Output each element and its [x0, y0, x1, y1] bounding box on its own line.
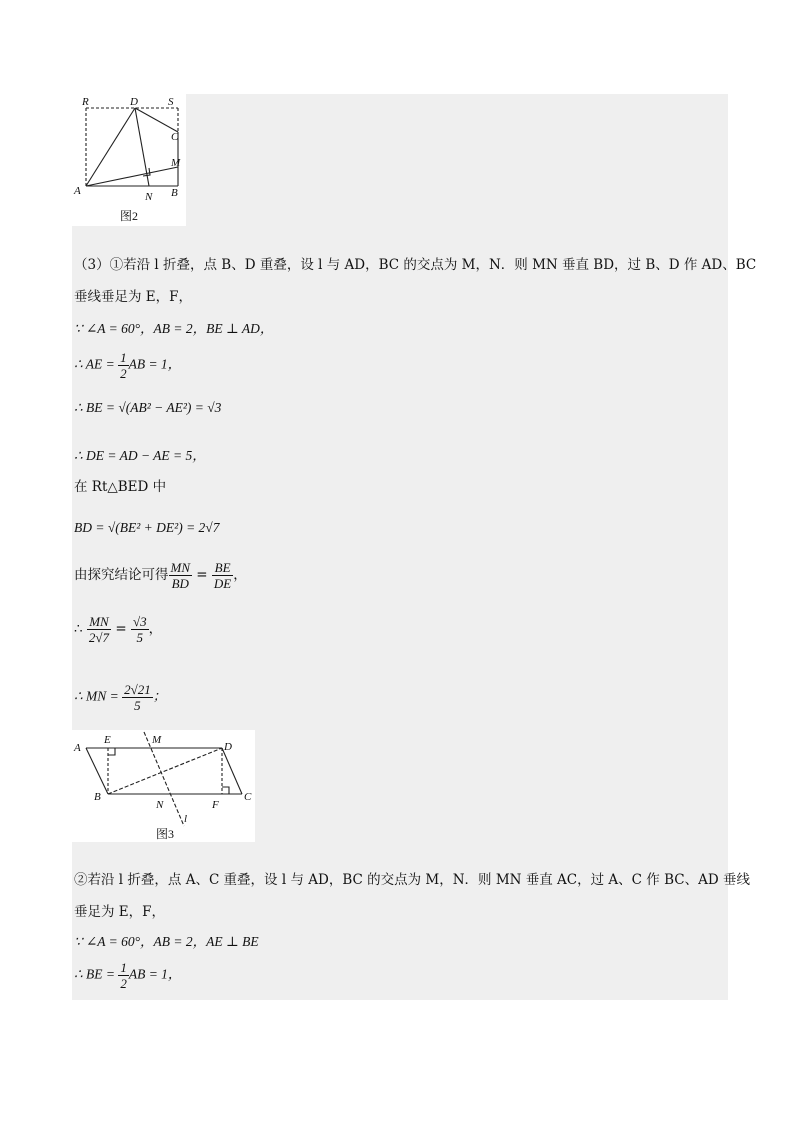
l9-suffix: ， [233, 567, 247, 583]
l4-fraction [118, 350, 129, 381]
step3-1-line10 [74, 614, 162, 645]
l4-denominator: 2 [120, 366, 127, 381]
l11-fraction [122, 682, 153, 713]
s2-l4-prefix: ∴ BE = [74, 966, 119, 982]
l10-den-left: 2√7 [88, 630, 110, 645]
fig3-line-AB [86, 748, 108, 794]
fig3-label-B: B [94, 791, 101, 803]
step3-1-line11 [74, 682, 166, 713]
l11-numerator: 2√21 [124, 682, 151, 697]
l10-equals: = [111, 621, 131, 637]
fig3-right-angle-E [108, 748, 115, 755]
fig3-label-N: N [156, 799, 164, 811]
step3-1-line8: BD = √(BE² + DE²) = 2√7 [74, 520, 220, 535]
step3-2-line1: ②若沿 l 折叠，点 A、C 重叠，设 l 与 AD，BC 的交点为 M，N．则 MN 垂直 AC，过 A、C 作 BC、AD 垂线 [74, 872, 750, 888]
fig2-label-B: B [171, 187, 178, 199]
solution-panel [72, 94, 728, 1000]
fig3-label-E: E [104, 734, 111, 746]
figure-2-diagram [72, 94, 186, 226]
step3-1-line9 [74, 560, 247, 591]
fig2-label-S: S [168, 96, 174, 108]
l9-den-right: DE [213, 576, 232, 591]
l10-fraction-right [131, 614, 149, 645]
figure-3 [72, 730, 255, 842]
step3-2-line2: 垂足为 E，F， [74, 904, 166, 920]
l10-den-right: 5 [136, 630, 143, 645]
fig2-label-M: M [171, 157, 181, 169]
fig2-label-N: N [145, 191, 153, 203]
l9-fraction-right [212, 560, 233, 591]
l10-num-left: MN [87, 614, 111, 630]
l10-fraction-left [87, 614, 111, 645]
step3-2-line4 [74, 960, 181, 991]
fig2-line-AM [86, 167, 178, 186]
l10-suffix: ， [148, 621, 163, 637]
step3-1-line3: ∵ ∠A = 60°，AB = 2，BE ⊥ AD， [74, 321, 274, 336]
l11-suffix: ； [152, 688, 167, 704]
fig3-line-BD [108, 748, 222, 794]
fig3-label-D: D [224, 741, 232, 753]
figure-2 [72, 94, 186, 226]
step3-2-line3: ∵ ∠A = 60°，AB = 2，AE ⊥ BE [74, 934, 259, 949]
step3-1-line7: 在 Rt△BED 中 [74, 479, 167, 495]
l4-suffix: AB = 1， [128, 356, 182, 372]
fig2-line-DC [135, 108, 178, 132]
s2-l4-fraction [118, 960, 129, 991]
l9-equals: = [192, 567, 212, 583]
l4-numerator: 1 [120, 350, 127, 365]
l10-num-right: √3 [132, 614, 147, 629]
fig3-label-C: C [244, 791, 252, 803]
fig2-label-D: D [130, 96, 138, 108]
figure-3-diagram [72, 730, 255, 842]
fig3-label-l: l [184, 813, 188, 825]
fig3-label-F: F [212, 799, 219, 811]
fig3-fold-line-l [144, 732, 184, 826]
s2-l4-suffix: AB = 1， [128, 966, 182, 982]
step3-1-line5: ∴ BE = √(AB² − AE²) = √3 [74, 400, 222, 415]
fig2-label-C: C [171, 131, 179, 143]
s2-l4-numerator: 1 [120, 960, 127, 975]
fig2-label-A: A [74, 185, 81, 197]
fig2-line-AD [86, 108, 135, 186]
step3-1-line1: （3）①若沿 l 折叠，点 B、D 重叠，设 l 与 AD，BC 的交点为 M，N．则 MN 垂直 BD，过 B、D 作 AD、BC [74, 257, 757, 273]
l4-prefix: ∴ AE = [74, 356, 119, 372]
l9-prefix: 由探究结论可得 [74, 567, 169, 583]
fig3-label-M: M [152, 734, 162, 746]
l11-denominator: 5 [134, 698, 141, 713]
fig2-label-R: R [82, 96, 89, 108]
l9-den-left: BD [171, 576, 189, 591]
l9-num-left: MN [170, 560, 190, 575]
fig3-label-A: A [74, 742, 81, 754]
fig3-caption: 图3 [156, 827, 175, 841]
l9-fraction-left [169, 560, 193, 591]
s2-l4-denominator: 2 [120, 976, 127, 991]
fig3-right-angle-F [222, 787, 229, 794]
l10-prefix: ∴ [74, 621, 87, 637]
l11-prefix: ∴ MN = [74, 688, 123, 704]
step3-1-line2: 垂线垂足为 E，F， [74, 289, 193, 305]
l9-num-right: BE [212, 560, 233, 576]
step3-1-line4 [74, 350, 181, 381]
step3-1-line6: ∴ DE = AD − AE = 5， [74, 448, 206, 463]
fig2-caption: 图2 [120, 209, 139, 223]
